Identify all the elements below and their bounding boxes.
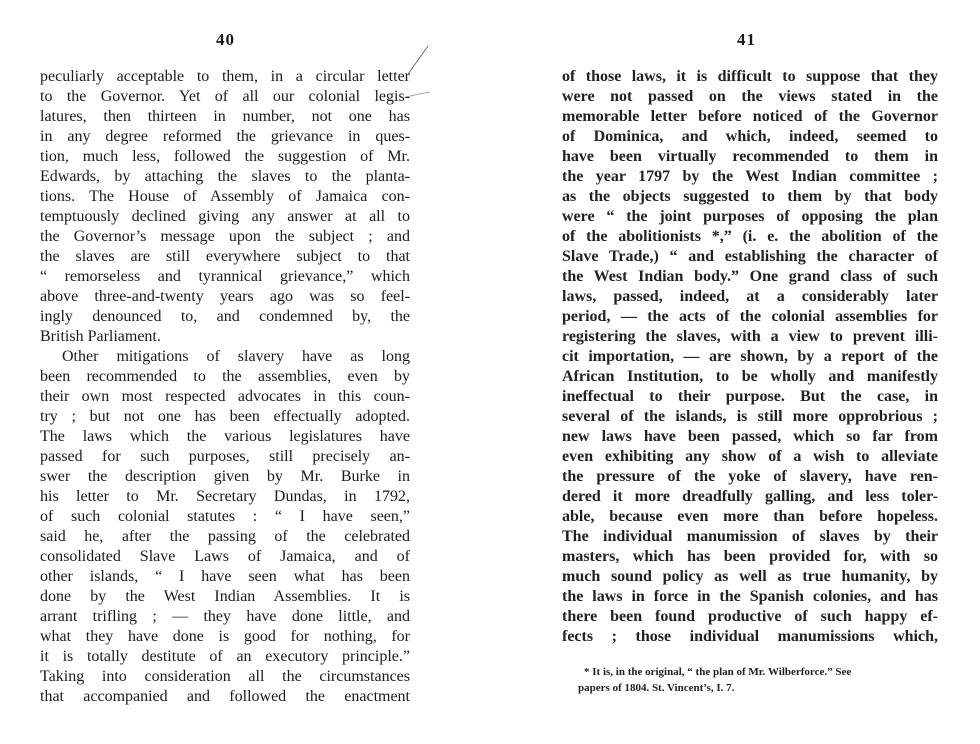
text-line: the slaves are still everywhere subject to that — [40, 248, 410, 265]
text-line: of those laws, it is difficult to suppose that they — [562, 68, 938, 85]
text-line: consolidated Slave Laws of Jamaica, and of — [40, 548, 410, 565]
text-line: arrant trifling ; — they have done little, and — [40, 608, 410, 625]
text-line: swer the description given by Mr. Burke in — [40, 468, 410, 485]
text-line: registering the slaves, with a view to prevent illi- — [562, 328, 938, 345]
text-line: The laws which the various legislatures have — [40, 428, 410, 445]
footnote-line: papers of 1804. St. Vincent’s, I. 7. — [578, 682, 735, 694]
text-line: African Institution, to be wholly and manifestly — [562, 368, 938, 385]
text-line: that accompanied and followed the enactment — [40, 688, 410, 705]
text-line: dered it more dreadfully galling, and less toler- — [562, 488, 938, 505]
text-line: have been virtually recommended to them in — [562, 148, 938, 165]
text-line: “ remorseless and tyrannical grievance,” which — [40, 268, 410, 285]
text-line: tion, much less, followed the suggestion of Mr. — [40, 148, 410, 165]
text-line: able, because even more than before hopeless. — [562, 508, 938, 525]
text-line: been recommended to the assemblies, even by — [40, 368, 410, 385]
footnote — [578, 664, 938, 696]
text-line: the pressure of the yoke of slavery, have ren- — [562, 468, 938, 485]
text-line: his letter to Mr. Secretary Dundas, in 1792, — [40, 488, 410, 505]
text-line: the Governor’s message upon the subject ; and — [40, 228, 410, 245]
text-line: British Parliament. — [40, 328, 161, 345]
text-line: were not passed on the views stated in the — [562, 88, 938, 105]
text-line: several of the islands, is still more opprobrious ; — [562, 408, 938, 425]
text-line: period, — the acts of the colonial assemblies for — [562, 308, 938, 325]
right-page — [490, 0, 980, 744]
text-line: try ; but not one has been effectually adopted. — [40, 408, 410, 425]
text-line: Taking into consideration all the circumstances — [40, 668, 410, 685]
body-text — [562, 67, 938, 647]
text-line: the laws in force in the Spanish colonies, and has — [562, 588, 938, 605]
text-line: above three-and-twenty years ago was so feel- — [40, 288, 410, 305]
text-line: there been found productive of such happy ef- — [562, 608, 938, 625]
text-line: latures, then thirteen in number, not one has — [40, 108, 410, 125]
text-line: passed for such purposes, still precisely an- — [40, 448, 410, 465]
text-line: ingly denounced to, and condemned by, the — [40, 308, 410, 325]
text-line: it is totally destitute of an executory principle.” — [40, 648, 410, 665]
text-line: much sound policy as well as true humanity, by — [562, 568, 938, 585]
text-line: Edwards, by attaching the slaves to the planta- — [40, 168, 410, 185]
text-line: peculiarly acceptable to them, in a circular letter — [40, 68, 410, 85]
text-line: ineffectual to their purpose. But the case, in — [562, 388, 938, 405]
text-line: their own most respected advocates in this coun- — [40, 388, 410, 405]
text-line: of the abolitionists *,” (i. e. the abolition of the — [562, 228, 938, 245]
text-line: of Dominica, and which, indeed, seemed to — [562, 128, 938, 145]
text-line: as the objects suggested to them by that body — [562, 188, 938, 205]
text-line: fects ; those individual manumissions which, — [562, 628, 938, 645]
page-number: 40 — [216, 30, 235, 49]
pencil-mark-icon — [400, 40, 440, 110]
text-line: tions. The House of Assembly of Jamaica con- — [40, 188, 410, 205]
text-line: masters, which has been provided for, with so — [562, 548, 938, 565]
text-line: were “ the joint purposes of opposing the plan — [562, 208, 938, 225]
text-line: Other mitigations of slavery have as long — [62, 348, 410, 365]
text-line: done by the West Indian Assemblies. It is — [40, 588, 410, 605]
text-line: said he, after the passing of the celebrated — [40, 528, 410, 545]
text-line: of such colonial statutes : “ I have seen,” — [40, 508, 410, 525]
text-line: new laws have been passed, which so far from — [562, 428, 938, 445]
text-line: what they have done is good for nothing, for — [40, 628, 410, 645]
text-line: The individual manumission of slaves by their — [562, 528, 938, 545]
text-line: the year 1797 by the West Indian committee ; — [562, 168, 938, 185]
page-number: 41 — [737, 30, 756, 49]
text-line: even exhibiting any show of a wish to alleviate — [562, 448, 938, 465]
text-line: cit importation, — are shown, by a report of the — [562, 348, 938, 365]
text-line: temptuously declined giving any answer at all to — [40, 208, 410, 225]
text-line: in any degree reformed the grievance in ques- — [40, 128, 410, 145]
text-line: memorable letter before noticed of the Governor — [562, 108, 938, 125]
text-line: the West Indian body.” One grand class of such — [562, 268, 938, 285]
text-line: Slave Trade,) “ and establishing the character of — [562, 248, 938, 265]
text-line: other islands, “ I have seen what has been — [40, 568, 410, 585]
text-line: laws, passed, indeed, at a considerably later — [562, 288, 938, 305]
body-text — [40, 67, 410, 707]
text-line: to the Governor. Yet of all our colonial legis- — [40, 88, 410, 105]
footnote-line: * It is, in the original, “ the plan of Mr. Wilberforce.” See — [584, 666, 852, 678]
